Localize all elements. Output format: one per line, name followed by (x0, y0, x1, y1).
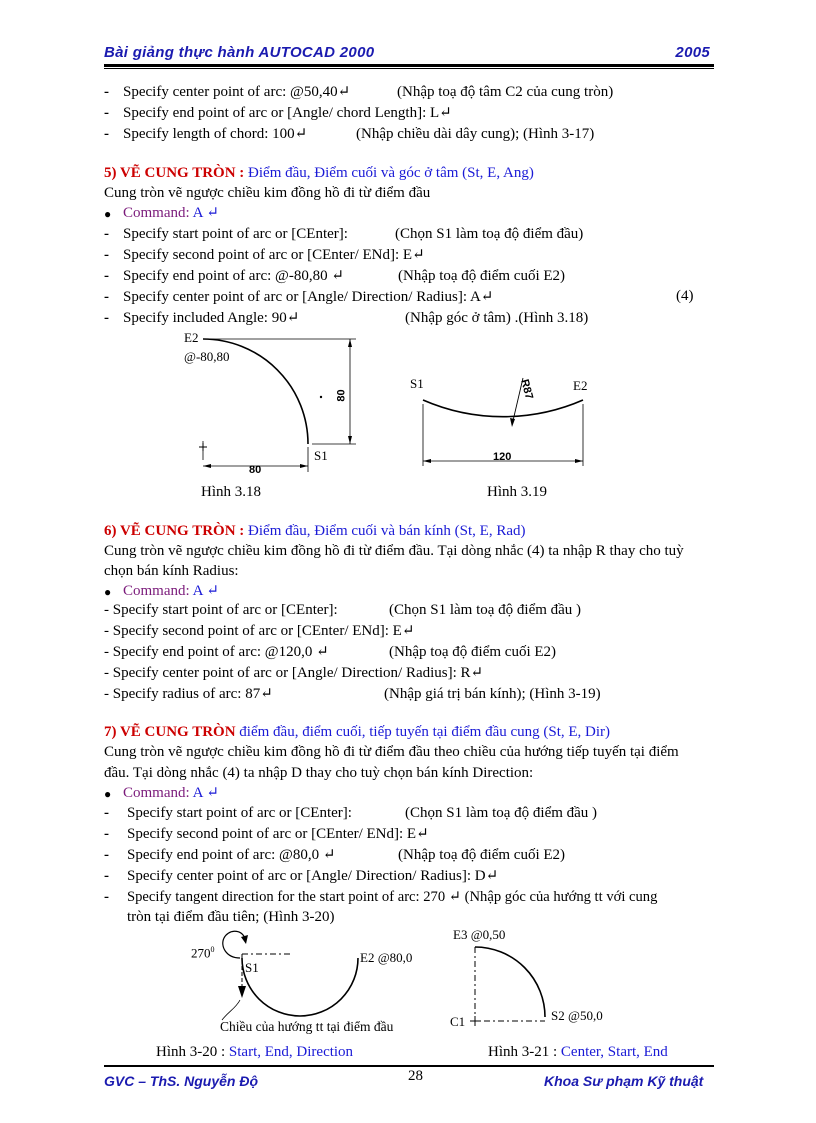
s5-line-3: Specify end point of arc: @-80,80 ↵ (123, 268, 344, 284)
fig319-caption: Hình 3.19 (487, 484, 547, 500)
fig321-s2-label: S2 @50,0 (551, 1008, 603, 1023)
command-value: A ↵ (192, 205, 219, 221)
fig321-caption-label: Hình 3-21 : (488, 1044, 558, 1060)
s6-line-4: - Specify center point of arc or [Angle/ Direction/ Radius]: R↵ (104, 665, 484, 681)
command-label: Command: (123, 205, 190, 221)
s5-line-1-note: (Chọn S1 làm toạ độ điểm đầu) (395, 226, 584, 242)
s5-line-3-note: (Nhập toạ độ điểm cuối E2) (398, 268, 566, 284)
dash: - (104, 105, 109, 121)
s7-line-1-note: (Chọn S1 làm toạ độ điểm đầu ) (405, 805, 598, 821)
fig318-s1-label: S1 (314, 448, 328, 463)
s5-line-2: Specify second point of arc or [CEnter/ ENd]: E↵ (123, 247, 425, 263)
fig320-caption (156, 1044, 353, 1061)
fig319-chord-label: 120 (493, 451, 512, 463)
section-7-title (104, 723, 610, 742)
bullet-icon: ● (104, 787, 112, 801)
command-label: Command: (123, 583, 190, 599)
s5-line-5-note: (Nhập góc ở tâm) .(Hình 3.18) (405, 310, 589, 326)
fig320-angle-degree: 0 (210, 945, 215, 954)
section-6-title-red: 6) VẼ CUNG TRÒN : (104, 523, 245, 539)
s6-line-1: - Specify start point of arc or [CEnter]: (104, 602, 338, 618)
fig318-e2-coord: @-80,80 (184, 349, 230, 364)
fig321-caption-text: Center, Start, End (557, 1044, 668, 1060)
dash: - (104, 226, 109, 242)
section-6-intro-1: Cung tròn vẽ ngược chiều kim đồng hồ đi từ điểm đầu. Tại dòng nhắc (4) ta nhập R thay cho tuỳ (104, 543, 684, 559)
section-7-intro-2: đầu. Tại dòng nhắc (4) ta nhập D thay cho tuỳ chọn bán kính Direction: (104, 765, 534, 781)
dash: - (104, 889, 109, 905)
s7-line-5-cont: tròn tại điểm đầu tiên; (Hình 3-20) (127, 909, 335, 925)
bullet-icon: ● (104, 585, 112, 599)
s6-line-3-note: (Nhập toạ độ điểm cuối E2) (389, 644, 557, 660)
prompt-marker: (4) (676, 288, 694, 304)
s5-line-5: Specify included Angle: 90↵ (123, 310, 300, 326)
s7-line-3: Specify end point of arc: @80,0 ↵ (127, 847, 336, 863)
fig321-c1-label: C1 (450, 1014, 466, 1029)
section-5-title-blue: Điểm đầu, Điểm cuối và góc ở tâm (St, E, Ang) (244, 165, 534, 181)
top-line-1: Specify center point of arc: @50,40↵ (123, 84, 351, 100)
fig318-dim-h: 80 (249, 464, 262, 476)
fig320-e2-label: E2 @80,0 (360, 950, 413, 965)
s7-line-3-note: (Nhập toạ độ điểm cuối E2) (398, 847, 566, 863)
s6-line-5: - Specify radius of arc: 87↵ (104, 686, 273, 702)
dash: - (104, 310, 109, 326)
arc-3-21 (475, 947, 545, 1017)
top-line-1-note: (Nhập toạ độ tâm C2 của cung tròn) (397, 84, 614, 100)
fig320-caption-label: Hình 3-20 : (156, 1044, 226, 1060)
fig320-s1-label: S1 (245, 960, 259, 975)
dash: - (104, 805, 109, 821)
header-title: Bài giảng thực hành AUTOCAD 2000 (104, 44, 375, 61)
top-line-2: Specify end point of arc or [Angle/ chord Length]: L↵ (123, 105, 452, 121)
section-7-title-red: 7) VẼ CUNG TRÒN (104, 724, 236, 740)
fig320-angle (191, 940, 215, 962)
arc-3-20 (242, 958, 358, 1016)
section-6-title (104, 522, 526, 541)
fig321-caption (488, 1044, 668, 1061)
page-number: 28 (408, 1068, 423, 1084)
section-7-title-blue: điểm đầu, điểm cuối, tiếp tuyến tại điểm đầu cung (St, E, Dir) (235, 724, 611, 740)
s7-line-5: Specify tangent direction for the start point of arc: 270 ↵ (Nhập góc của hướng tt với cung (127, 889, 658, 905)
command-value: A ↵ (192, 583, 219, 599)
s6-line-5-note: (Nhập giá trị bán kính); (Hình 3-19) (384, 686, 601, 702)
dash: - (104, 826, 109, 842)
arc-3-19 (423, 400, 583, 417)
dash: - (104, 84, 109, 100)
direction-arrow (238, 986, 246, 998)
dash: - (104, 126, 109, 142)
fig319-s1-label: S1 (410, 376, 424, 391)
dash: - (104, 868, 109, 884)
s6-line-1-note: (Chọn S1 làm toạ độ điểm đầu ) (389, 602, 582, 618)
dash: - (104, 289, 109, 305)
fig321-e3-label: E3 @0,50 (453, 927, 506, 942)
footer-rule (104, 1065, 714, 1067)
section-5-intro: Cung tròn vẽ ngược chiều kim đồng hồ đi từ điểm đầu (104, 185, 431, 201)
footer-author: GVC – ThS. Nguyễn Độ (104, 1073, 259, 1089)
command-label: Command: (123, 785, 190, 801)
s6-line-2: - Specify second point of arc or [CEnter/ ENd]: E↵ (104, 623, 415, 639)
footer-faculty: Khoa Sư phạm Kỹ thuật (544, 1073, 704, 1089)
fig320-angle-value: 270 (191, 945, 211, 961)
section-7-command (123, 784, 219, 803)
top-line-3-note: (Nhập chiều dài dây cung); (Hình 3-17) (356, 126, 595, 142)
section-6-command (123, 582, 219, 601)
fig318-caption: Hình 3.18 (201, 484, 261, 500)
command-value: A ↵ (192, 785, 219, 801)
dash: - (104, 847, 109, 863)
top-line-3: Specify length of chord: 100↵ (123, 126, 308, 142)
section-7-intro-1: Cung tròn vẽ ngược chiều kim đồng hồ đi từ điểm đầu theo chiều của hướng tiếp tuyến tại điểm (104, 744, 679, 760)
fig318-dim-v: 80 (335, 389, 348, 402)
section-6-intro-2: chọn bán kính Radius: (104, 563, 239, 579)
s5-line-1: Specify start point of arc or [CEnter]: (123, 226, 348, 242)
section-6-title-blue: Điểm đầu, Điểm cuối và bán kính (St, E, Rad) (244, 523, 526, 539)
s7-line-4: Specify center point of arc or [Angle/ Direction/ Radius]: D↵ (127, 868, 499, 884)
dash: - (104, 247, 109, 263)
s7-line-2: Specify second point of arc or [CEnter/ ENd]: E↵ (127, 826, 429, 842)
s6-line-3: - Specify end point of arc: @120,0 ↵ (104, 644, 329, 660)
s7-line-1: Specify start point of arc or [CEnter]: (127, 805, 352, 821)
fig320-direction-note: Chiều của hướng tt tại điểm đầu (220, 1019, 394, 1034)
bullet-icon: ● (104, 207, 112, 221)
fig318-e2-label: E2 (184, 330, 199, 345)
fig320-caption-text: Start, End, Direction (225, 1044, 354, 1060)
fig319-e2-label: E2 (573, 378, 588, 393)
header-year: 2005 (675, 44, 710, 61)
figure-3-21 (470, 947, 545, 1026)
dash: - (104, 268, 109, 284)
figure-3-20 (222, 931, 358, 1020)
s5-line-4: Specify center point of arc or [Angle/ Direction/ Radius]: A↵ (123, 289, 494, 305)
section-5-title-red: 5) VẼ CUNG TRÒN : (104, 165, 245, 181)
fig319-radius-label: R87 (518, 378, 535, 401)
